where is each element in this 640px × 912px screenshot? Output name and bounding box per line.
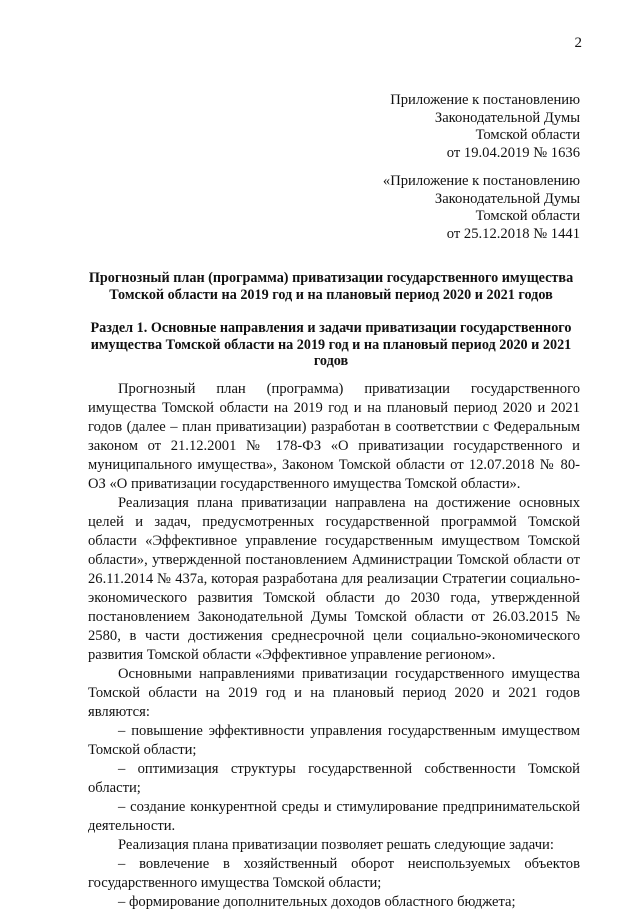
body-paragraph: Реализация плана приватизации позволяет решать следующие задачи: — [118, 837, 554, 853]
list-item: – создание конкурентной среды и стимулирование предпринимательской деятельности. — [88, 799, 580, 834]
appendix-line: от 25.12.2018 № 1441 — [446, 225, 580, 242]
appendix-line: Томской области — [475, 127, 580, 143]
appendix-header-current — [390, 92, 580, 162]
page-number: 2 — [574, 35, 582, 51]
appendix-line: Томской области — [475, 208, 580, 224]
document-body — [88, 380, 580, 912]
appendix-header-previous — [383, 173, 580, 243]
document-title: Прогнозный план (программа) приватизации государственного имущества Томской области на 2019 год и на плановый период 2020 и 2021 годов — [88, 270, 574, 303]
list-item: – формирование дополнительных доходов областного бюджета; — [118, 894, 516, 910]
list-item: – вовлечение в хозяйственный оборот неиспользуемых объектов государственного имущества Томской области; — [88, 856, 580, 891]
section-heading: Раздел 1. Основные направления и задачи приватизации государственного имущества Томской области на 2019 год и на плановый период 2020 и 2021 годов — [90, 320, 572, 369]
appendix-line: «Приложение к постановлению — [382, 173, 580, 189]
list-item: – оптимизация структуры государственной собственности Томской области; — [88, 761, 580, 796]
appendix-line: от 19.04.2019 № 1636 — [446, 144, 580, 161]
list-item: – повышение эффективности управления государственным имуществом Томской области; — [88, 723, 580, 758]
body-paragraph: Прогнозный план (программа) приватизации государственного имущества Томской области на 2019 год и на плановый период 2020 и 2021 годов (далее – план приватизации) разработан в соответствии с Федеральным законом от 21.12.2001 № 178-ФЗ «О приватизации государственного и муниципального имущества», Законом Томской области от 12.07.2018 № 80-ОЗ «О приватизации государственного имущества Томской области». — [88, 381, 580, 492]
appendix-line: Законодательной Думы — [434, 109, 580, 126]
appendix-line: Приложение к постановлению — [390, 92, 580, 108]
body-paragraph: Основными направлениями приватизации государственного имущества Томской области на 2019 год и на плановый период 2020 и 2021 годов являются: — [88, 666, 580, 720]
body-paragraph: Реализация плана приватизации направлена на достижение основных целей и задач, предусмотренных государственной программой Томской области «Эффективное управление государственным имуществом Томской области», утвержденной постановлением Администрации Томской области от 26.11.2014 № 437а, которая разработана для реализации Стратегии социально-экономического развития Томской области до 2030 года, утвержденной постановлением Законодательной Думы Томской области от 26.03.2015 № 2580, в части достижения среднесрочной цели социально-экономического развития Томской области «Эффективное управление регионом». — [88, 495, 580, 663]
appendix-line: Законодательной Думы — [434, 190, 580, 207]
